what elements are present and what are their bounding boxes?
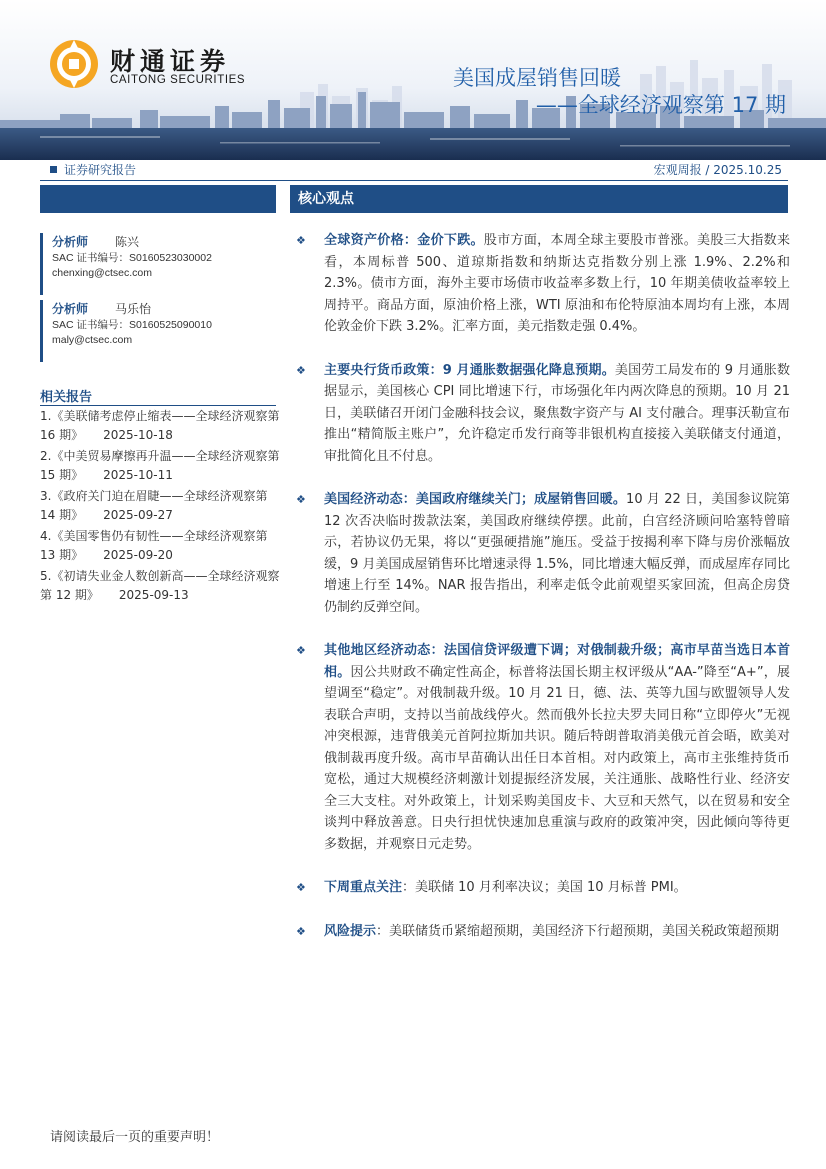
related-report-item[interactable] [40,407,280,445]
core-view-text: ，本周全球主要股市普涨。美股三大指数来看，本周标普 500、道琼斯指数和纳斯达克指数分别上涨 1.9%、2.2%和 2.3%。 [324,233,790,291]
related-report-date: 2025-09-20 [103,548,173,562]
core-view-paragraph [290,921,790,943]
related-report-item[interactable] [40,447,280,485]
analyst-sac-number: SAC 证书编号：S0160523030002 [52,252,212,264]
sidebar-header-bar [40,185,276,213]
header-banner [0,0,826,160]
core-view-keyword: 债市方面 [370,276,424,291]
core-view-paragraph [290,640,790,855]
logo-coin-icon [48,38,100,90]
related-report-date: 2025-10-11 [103,468,173,482]
core-view-paragraph [290,489,790,618]
core-views-heading: 核心观点 [290,185,788,213]
analyst-email[interactable]: chenxing@ctsec.com [52,267,152,279]
core-view-heading: 全球资产价格：金价下跌。 [324,233,484,248]
related-report-title: 1.《美联储考虑停止缩表——全球经济观察第 16 期》 [40,409,280,442]
related-reports-list [40,407,280,607]
analyst-name: 马乐怡 [115,302,152,316]
core-view-text: 。10 月 21 日，德、法、英等九国与欧盟领导人发表联合声明，支持以当前战线停火。然而俄外长拉夫罗夫同日称“立即停火”无视冲突根源，违背俄美元首阿拉斯加共识。随后特朗普取消美俄元首会晤，欧美对俄制裁再度升级。 [324,686,790,766]
core-view-keyword: 对俄制裁升级 [416,686,496,701]
core-view-paragraph [290,877,790,899]
core-view-paragraph [290,360,790,468]
diamond-bullet-icon: ❖ [296,644,306,657]
core-view-heading: 风险提示 [324,923,377,939]
company-logo [48,38,248,94]
diamond-bullet-icon: ❖ [296,234,306,247]
core-view-heading: 其他地区经济动态：法国信贷评级遭下调；对俄制裁升级；高市早苗当选日本首相。 [324,643,790,680]
core-view-keyword: 汇率方面 [452,319,505,334]
related-report-title: 4.《美国零售仍有韧性——全球经济观察第 13 期》 [40,529,268,562]
core-view-paragraph [290,230,790,338]
related-reports-heading: 相关报告 [40,390,93,405]
diamond-bullet-icon: ❖ [296,493,306,506]
core-view-heading: 主要央行货币政策：9 月通胀数据强化降息预期。 [324,362,615,378]
analyst-role: 分析师 [52,302,89,316]
related-report-date: 2025-10-18 [103,428,173,442]
related-report-date: 2025-09-27 [103,508,173,522]
core-views-list [290,230,790,964]
core-view-keyword: 商品方面 [377,297,430,313]
diamond-bullet-icon: ❖ [296,881,306,894]
core-view-text: ，原油价格上涨，WTI 原油和布伦特原油本周均有上涨，本周伦敦金价下跌 3.2%。 [324,297,790,334]
core-view-text: 美国劳工局发布的 9 月通胀数据显示，美国核心 CPI 同比增速下行，市场强化年内两次降息的预期。10 月 21 日，美联储召开闭门金融科技会议，聚焦数字资产与 AI 支付融合。理事沃勒宣布推出“精简版主账户”，允许稳定币发行商等非银机构直接接入美联储支付通道，审批简化且不付息。 [324,362,790,464]
core-view-text: ：美联储货币紧缩超预期，美国经济下行超预期，美国关税政策超预期 [376,923,780,939]
report-type-label [50,161,136,178]
square-bullet-icon [50,166,57,173]
diamond-bullet-icon: ❖ [296,924,306,938]
core-view-text: ：美联储 10 月利率决议；美国 10 月标普 PMI。 [402,880,687,895]
logo-chinese-name: 财通证券 [110,47,231,76]
related-report-item[interactable] [40,567,280,605]
related-report-title: 5.《初请失业金人数创新高——全球经济观察第 12 期》 [40,569,280,602]
core-view-text: 。对内政策上，高市主张维持货币宽松，通过大规模经济刺激计划提振经济发展，关注通胀、战略性行业、经济安全三大支柱。对外政策上，计划采购美国皮卡、大豆和天然气，以在贸易和安全谈判中释放善意。日央行担忧快速加息重演与政府的政策冲突，因此倾向等待更多数据，并观察日元走势。 [324,750,790,852]
related-report-date: 2025-09-13 [118,588,189,602]
related-report-item[interactable] [40,487,280,525]
disclaimer-notice: 请阅读最后一页的重要声明！ [50,1130,220,1145]
related-report-item[interactable] [40,527,280,565]
core-view-keyword: 高市早苗确认出任日本首相 [430,750,591,766]
related-report-title: 3.《政府关门迫在眉睫——全球经济观察第 14 期》 [40,489,268,522]
logo-english-name: CAITONG SECURITIES [110,74,246,86]
report-type-text: 证券研究报告 [64,163,137,177]
report-subtitle: ——全球经济观察第 17 期 [535,93,786,117]
core-view-heading: 美国经济动态：美国政府继续关门；成屋销售回暖。 [324,492,627,507]
analyst-email[interactable]: maly@ctsec.com [52,334,133,346]
related-reports-divider [40,405,276,406]
related-report-title: 2.《中美贸易摩擦再升温——全球经济观察第 15 期》 [40,449,280,482]
analyst-card [40,233,276,295]
core-view-heading: 下周重点关注 [324,880,403,895]
header-divider [40,180,788,181]
diamond-bullet-icon: ❖ [296,363,306,377]
core-view-text: 10 月 22 日，美国参议院第 12 次否决临时拨款法案，美国政府继续停摆。此前，白宫经济顾问哈塞特曾暗示，若协议仍无果，将以“更强硬措施”施压。受益于按揭利率下降与房价涨幅放缓，9 月美国成屋销售环比增速录得 1.5%，同比增速大幅反弹，而成屋库存同比增速上行至 14%。NAR 报告指出，利率走低令此前观望买家回流，但高企房贷仍制约反弹空间。 [324,492,790,615]
analyst-card [40,300,276,362]
core-view-text: ，海外主要市场债市收益率多数上行，10 年期美债收益率较上周持平。 [324,276,790,313]
core-view-keyword: 股市方面 [483,233,538,248]
analyst-name: 陈兴 [115,235,140,249]
core-view-text: ，美元指数走强 0.4%。 [504,319,646,334]
report-title: 美国成屋销售回暖 [453,66,621,90]
core-view-text: 因公共财政不确定性高企，标普将法国长期主权评级从“AA-”降至“A+”，展望调至“稳定”。 [324,664,790,701]
analyst-role: 分析师 [52,235,89,249]
report-date: 宏观周报 / 2025.10.25 [653,163,782,177]
analyst-sac-number: SAC 证书编号：S0160525090010 [52,319,212,331]
